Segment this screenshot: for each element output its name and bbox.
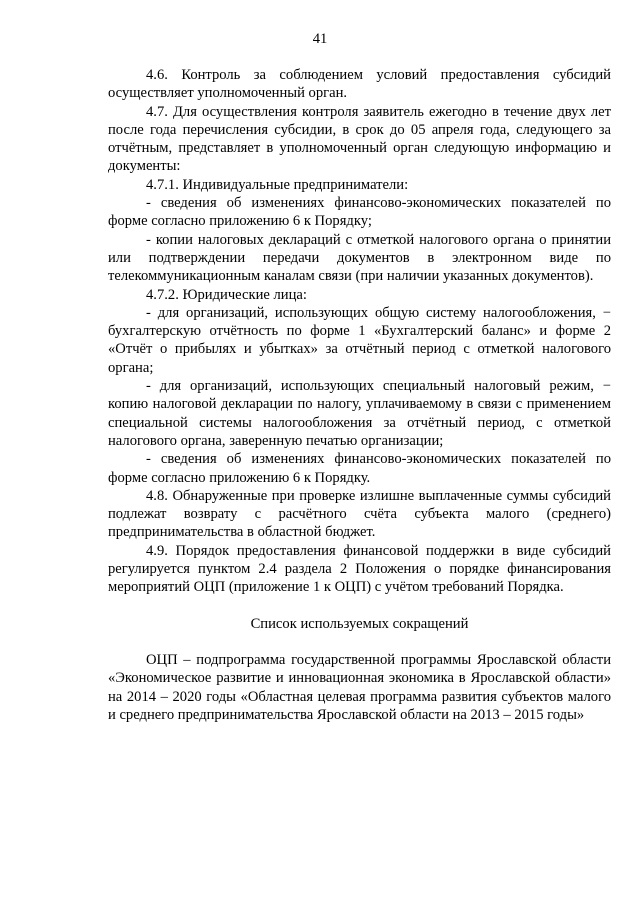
list-item-tax-declarations: - копии налоговых деклараций с отметкой налогового органа о принятии или подтверждении передачи документов в электронном виде по телекоммуникационным каналам связи (при наличии указанных документов).	[108, 231, 611, 285]
paragraph-4-9: 4.9. Порядок предоставления финансовой поддержки в виде субсидий регулируется пунктом 2.4 раздела 2 Положения о порядке финансирования мероприятий ОЦП (приложение 1 к ОЦП) с учётом требований Порядка.	[108, 542, 611, 596]
list-item-general-tax-system: - для организаций, использующих общую систему налогообложения, − бухгалтерскую отчётность по форме 1 «Бухгалтерский баланс» и форме 2 «Отчёт о прибылях и убытках» за отчётный период с отметкой налогового органа;	[108, 304, 611, 376]
document-body	[108, 66, 611, 724]
list-item-financial-indicators-legal: - сведения об изменениях финансово-экономических показателей по форме согласно приложению 6 к Порядку.	[108, 451, 611, 486]
paragraph-4-6: 4.6. Контроль за соблюдением условий предоставления субсидий осуществляет уполномоченный орган.	[108, 67, 611, 102]
abbreviation-entry: ОЦП – подпрограмма государственной программы Ярославской области «Экономическое развитие и инновационная экономика в Ярославской области» на 2014 – 2020 годы «Областная целевая программа развития субъектов малого и среднего предпринимательства Ярославской области на 2013 – 2015 годы»	[108, 651, 611, 723]
paragraph-4-7: 4.7. Для осуществления контроля заявитель ежегодно в течение двух лет после года перечисления субсидии, в срок до 05 апреля года, следующего за отчётным, представляет в уполномоченный орган следующую информацию и документы:	[108, 103, 611, 175]
list-item-special-tax-regime: - для организаций, использующих специальный налоговый режим, − копию налоговой декларации по налогу, уплачиваемому в связи с применением специальной системы налогообложения за отчётный период, с отметкой налогового органа, заверенную печатью организации;	[108, 378, 611, 449]
list-item-financial-indicators-ip: - сведения об изменениях финансово-экономических показателей по форме согласно приложению 6 к Порядку;	[108, 195, 611, 230]
paragraph-4-7-2: 4.7.2. Юридические лица:	[146, 286, 307, 303]
abbreviations-heading: Список используемых сокращений	[250, 615, 469, 632]
page-number: 41	[312, 31, 328, 47]
paragraph-4-7-1: 4.7.1. Индивидуальные предприниматели:	[146, 176, 409, 193]
paragraph-4-8: 4.8. Обнаруженные при проверке излишне выплаченные суммы субсидий подлежат возврату с расчётного счёта субъекта малого (среднего) предпринимательства в областной бюджет.	[108, 487, 611, 541]
